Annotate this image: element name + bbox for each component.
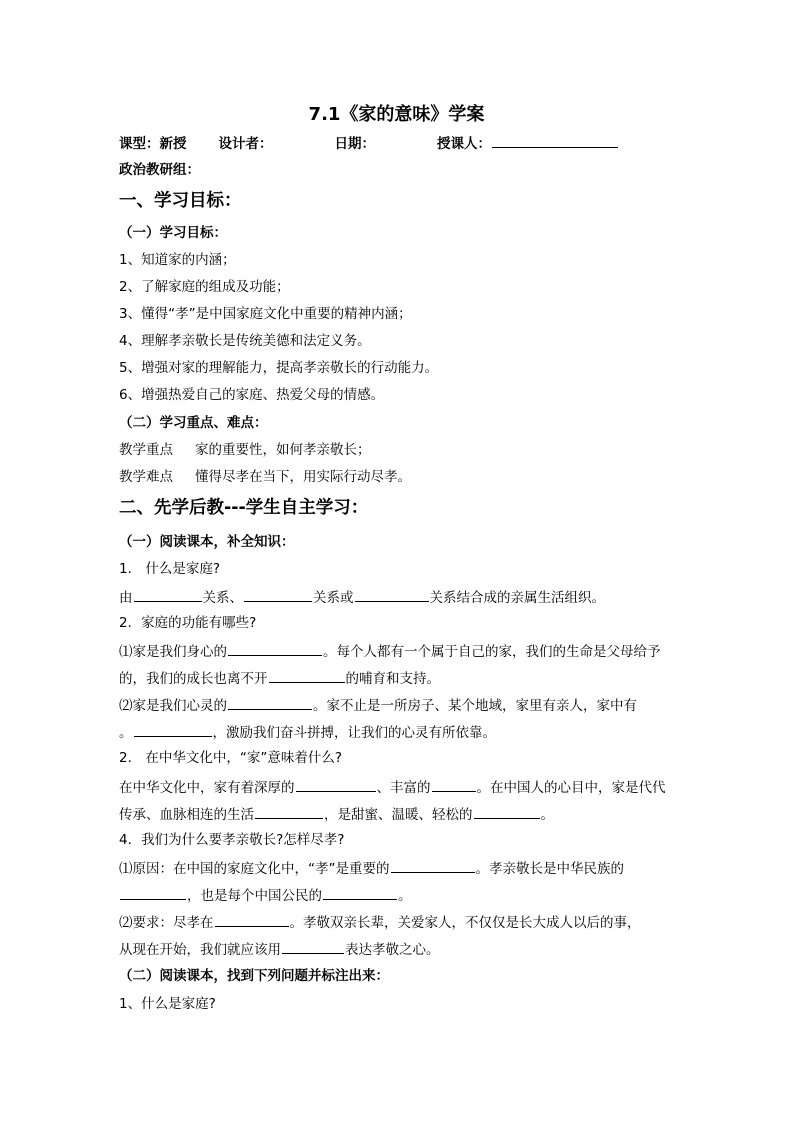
course-type: 课型：新授 <box>119 136 187 152</box>
answer-3-line1: 在中华文化中，家有着深厚的 、丰富的 。在中国人的心目中，家是代代 <box>119 777 666 797</box>
section2-heading: 二、先学后教---学生自主学习： <box>119 498 369 518</box>
find-question-1: 1、什么是家庭? <box>119 996 216 1012</box>
answer-4b-line1: ⑵要求：尽孝在 。孝敬双亲长辈，关爱家人，不仅仅是长大成人以后的事， <box>119 912 641 932</box>
blank[interactable] <box>296 777 376 792</box>
answer-4b-line2: 从现在开始，我们就应该用 表达孝敬之心。 <box>119 939 440 959</box>
blank[interactable] <box>474 804 540 819</box>
meta-row <box>119 133 619 153</box>
teacher-label: 授课人： <box>437 136 491 152</box>
goal-item: 5、增强对家的理解能力，提高孝亲敬长的行动能力。 <box>119 360 439 376</box>
question-2: 2．家庭的功能有哪些? <box>119 615 257 631</box>
teacher-blank[interactable] <box>492 133 618 148</box>
group-label: 政治教研组： <box>119 162 200 178</box>
designer-label: 设计者： <box>218 136 273 152</box>
answer-1: 由 关系、 关系或 关系结合成的亲属生活组织。 <box>119 587 605 607</box>
difficulty-row <box>119 468 411 486</box>
key-point-text: 家的重要性，如何孝亲敬长； <box>195 442 371 458</box>
answer-2b-line1: ⑵家是我们心灵的 。家不止是一所房子、某个地域，家里有亲人，家中有 <box>119 695 637 715</box>
question-4: 4．我们为什么要孝亲敬长?怎样尽孝? <box>119 832 345 848</box>
blank[interactable] <box>134 587 202 602</box>
answer-2a-line1: ⑴家是我们身心的 。每个人都有一个属于自己的家，我们的生命是父母给予 <box>119 641 661 661</box>
page-title: 7.1《家的意味》学案 <box>308 104 485 125</box>
key-point-label: 教学重点 <box>119 442 173 458</box>
blank[interactable] <box>282 939 344 954</box>
key-points-subheading: （二）学习重点、难点： <box>119 415 268 431</box>
date-label: 日期： <box>334 136 375 152</box>
goal-item: 6、增强热爱自己的家庭、热爱父母的情感。 <box>119 387 385 403</box>
blank[interactable] <box>228 641 322 656</box>
blank[interactable] <box>244 587 312 602</box>
goal-item: 3、懂得“孝”是中国家庭文化中重要的精神内涵； <box>119 306 412 322</box>
answer-2a-line2: 的，我们的成长也离不开 的哺育和支持。 <box>119 668 440 688</box>
question-1: 1． 什么是家庭? <box>119 561 221 577</box>
answer-4a-line1: ⑴原因：在中国的家庭文化中，“孝”是重要的 。孝亲敬长是中华民族的 <box>119 858 624 878</box>
answer-3-line2: 传承、血脉相连的生活 ，是甜蜜、温暖、轻松的 。 <box>119 804 554 824</box>
key-point-row <box>119 441 371 459</box>
blank[interactable] <box>391 858 475 873</box>
find-questions-subheading: （二）阅读课本，找到下列问题并标注出来： <box>119 968 389 984</box>
goals-subheading: （一）学习目标： <box>119 225 227 241</box>
reading-subheading: （一）阅读课本，补全知识： <box>119 534 295 550</box>
section1-heading: 一、学习目标： <box>119 191 242 211</box>
blank[interactable] <box>120 885 186 900</box>
goal-item: 2、了解家庭的组成及功能； <box>119 279 290 295</box>
blank[interactable] <box>432 777 476 792</box>
blank[interactable] <box>215 912 289 927</box>
goal-item: 4、理解孝亲敬长是传统美德和法定义务。 <box>119 333 371 349</box>
difficulty-label: 教学难点 <box>119 469 173 485</box>
blank[interactable] <box>323 885 397 900</box>
answer-4a-line2: ，也是每个中国公民的 。 <box>119 885 412 905</box>
blank[interactable] <box>255 804 323 819</box>
blank[interactable] <box>269 668 345 683</box>
goal-item: 1、知道家的内涵； <box>119 252 236 268</box>
blank[interactable] <box>355 587 429 602</box>
difficulty-text: 懂得尽孝在当下，用实际行动尽孝。 <box>195 469 411 485</box>
answer-2b-line2: 。 ，激励我们奋斗拼搏，让我们的心灵有所依靠。 <box>119 722 496 742</box>
question-3: 2． 在中华文化中，“家”意味着什么? <box>119 750 343 766</box>
blank[interactable] <box>134 722 212 737</box>
blank[interactable] <box>228 695 312 710</box>
